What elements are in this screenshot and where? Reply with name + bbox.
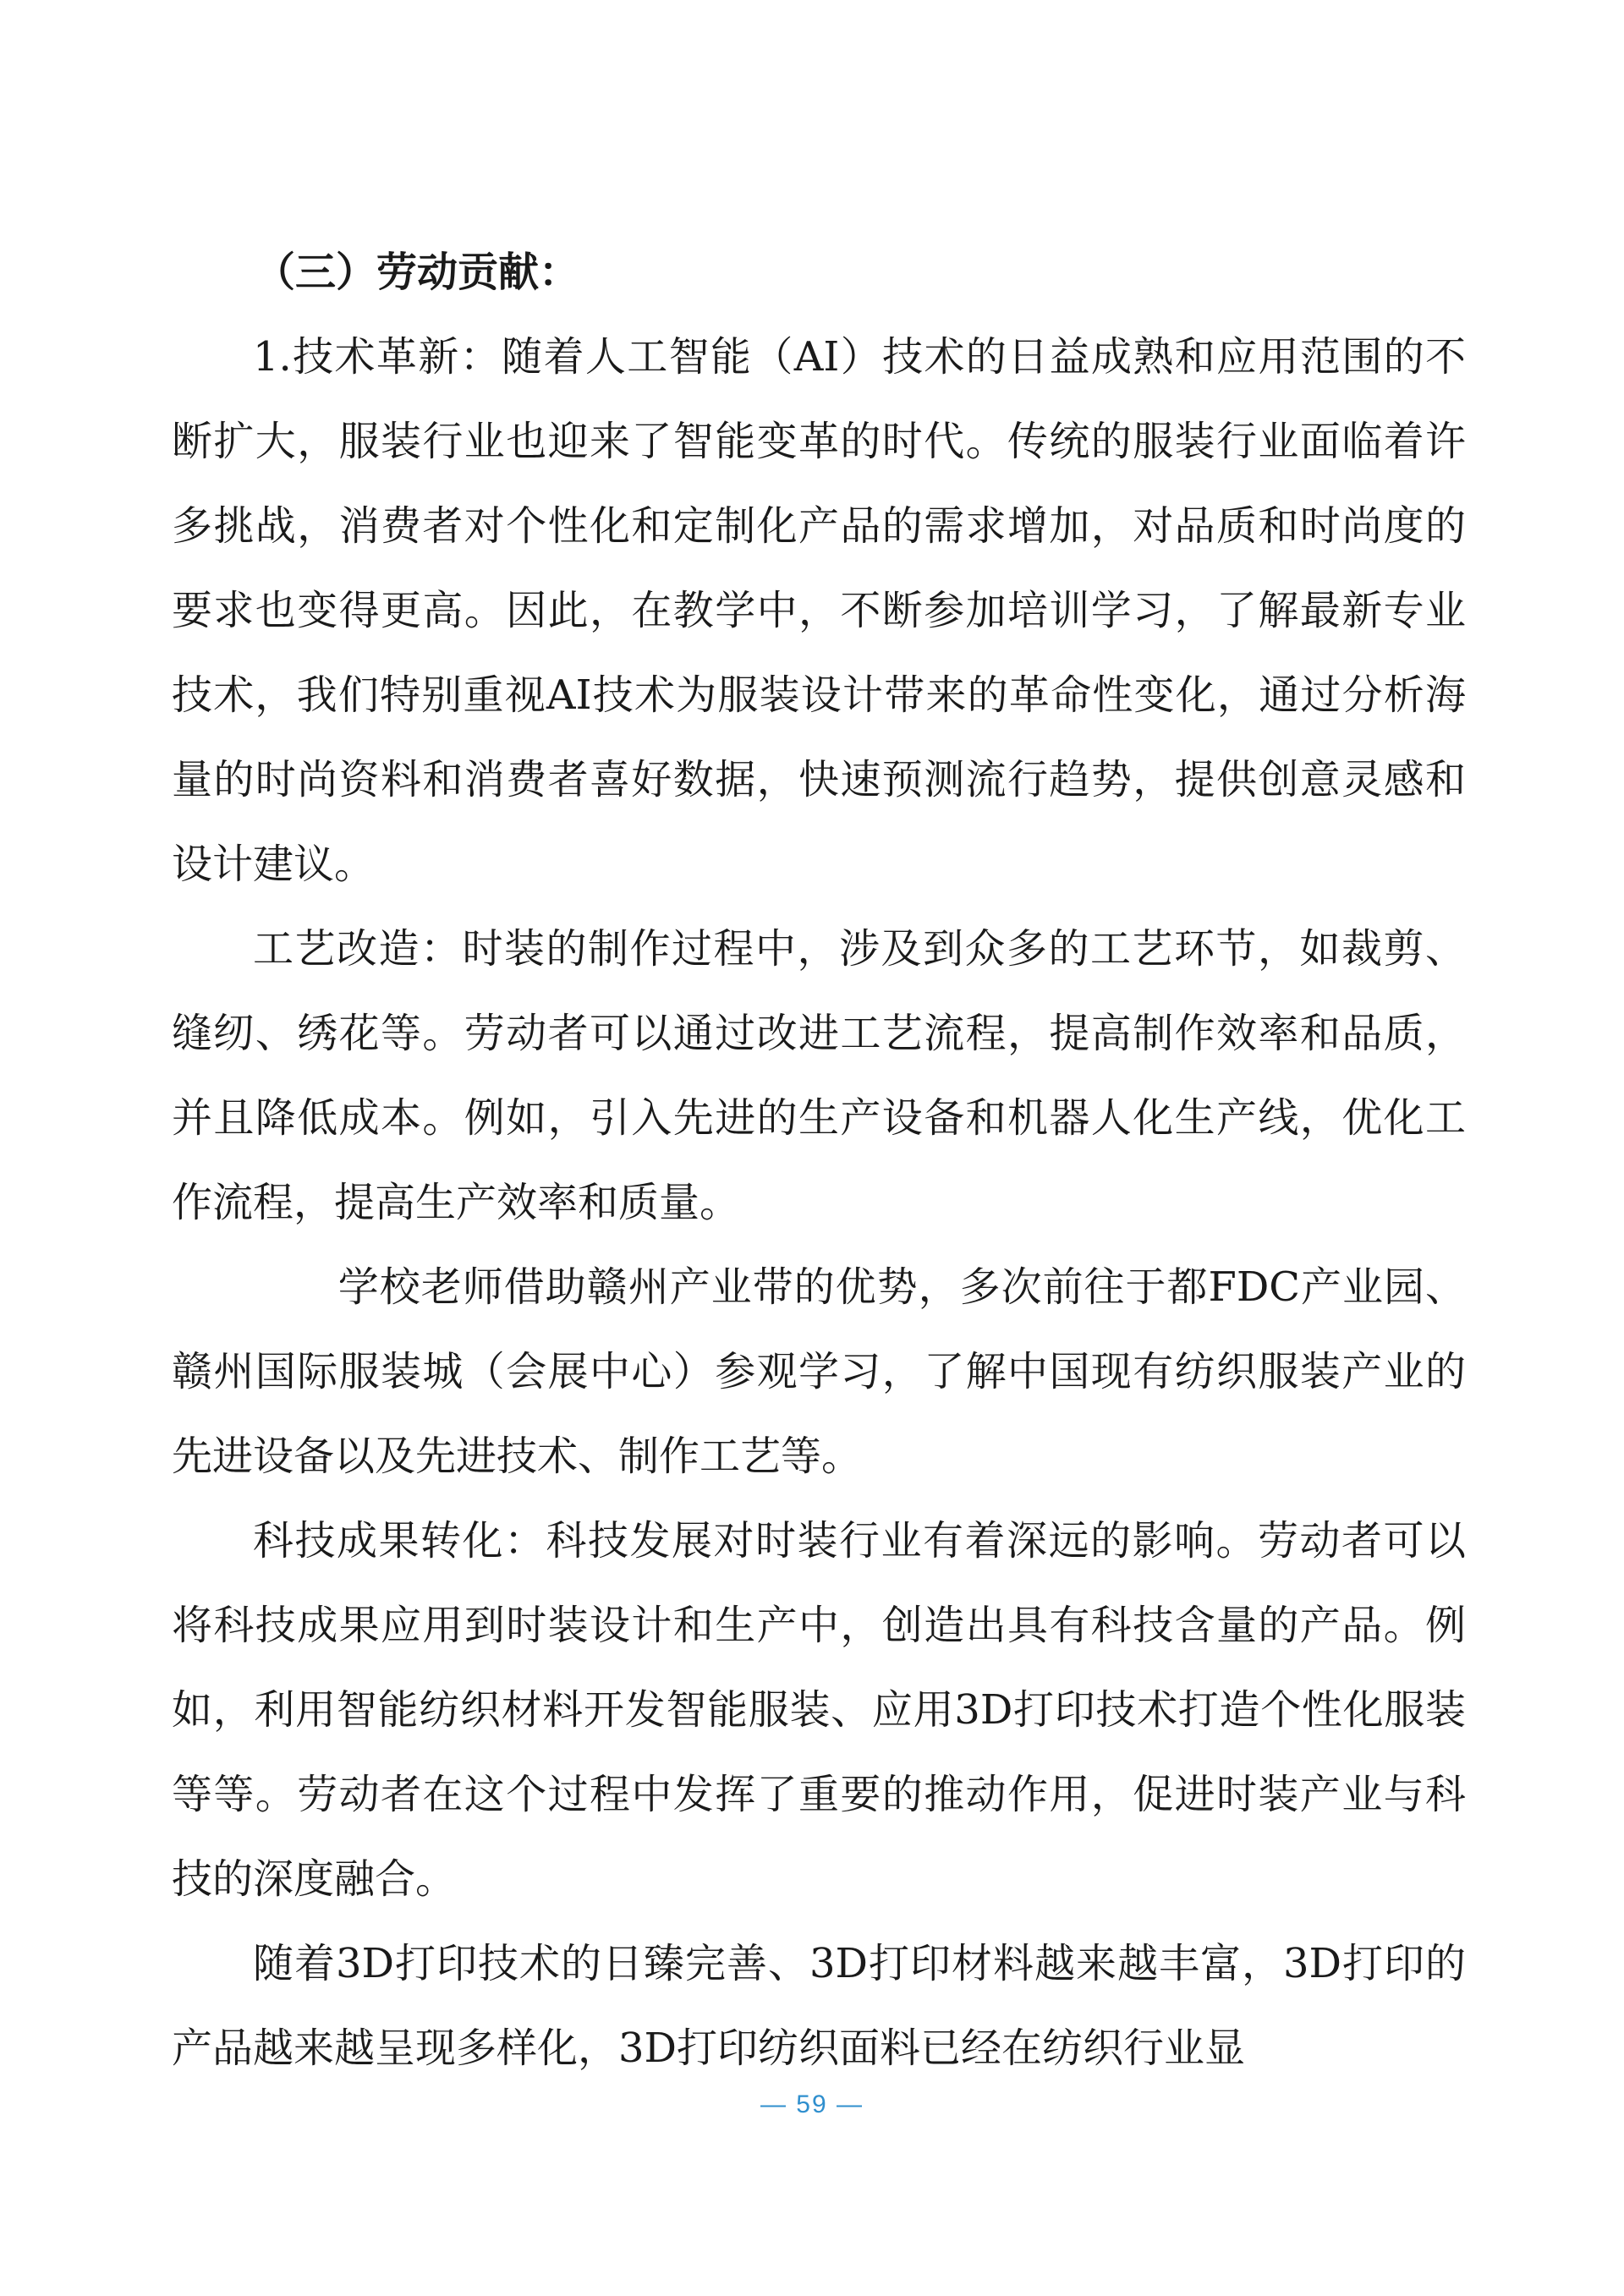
paragraph-process-reform: 工艺改造：时装的制作过程中，涉及到众多的工艺环节，如裁剪、缝纫、绣花等。劳动者可以通过改进工艺流程，提高制作效率和品质，并且降低成本。例如，引入先进的生产设备和机器人化生产线，优化工作流程，提高生产效率和质量。 [172, 925, 1466, 1226]
paragraph-tech-transfer: 科技成果转化：科技发展对时装行业有着深远的影响。劳动者可以将科技成果应用到时装设计和生产中，创造出具有科技含量的产品。例如，利用智能纺织材料开发智能服装、应用3D打印技术打造个性化服装等等。劳动者在这个过程中发挥了重要的推动作用，促进时装产业与科技的深度融合。 [172, 1517, 1466, 1903]
paragraph-tech-innovation: 1.技术革新：随着人工智能（AI）技术的日益成熟和应用范围的不断扩大，服装行业也迎来了智能变革的时代。传统的服装行业面临着许多挑战，消费者对个性化和定制化产品的需求增加，对品质和时尚度的要求也变得更高。因此，在教学中，不断参加培训学习，了解最新专业技术，我们特别重视AI技术为服装设计带来的革命性变化，通过分析海量的时尚资料和消费者喜好数据，快速预测流行趋势，提供创意灵感和设计建议。 [172, 333, 1466, 888]
paragraph-school-visits: 学校老师借助赣州产业带的优势，多次前往于都FDC产业园、赣州国际服装城（会展中心）参观学习，了解中国现有纺织服装产业的先进设备以及先进技术、制作工艺等。 [172, 1263, 1466, 1480]
body-text [172, 315, 1466, 2091]
paragraph-3d-printing: 随着3D打印技术的日臻完善、3D打印材料越来越丰富，3D打印的产品越来越呈现多样化，3D打印纺织面料已经在纺织行业显 [172, 1940, 1466, 2072]
page-number: — 59 — [760, 2091, 864, 2118]
section-heading: （三）劳动贡献： [255, 249, 580, 296]
